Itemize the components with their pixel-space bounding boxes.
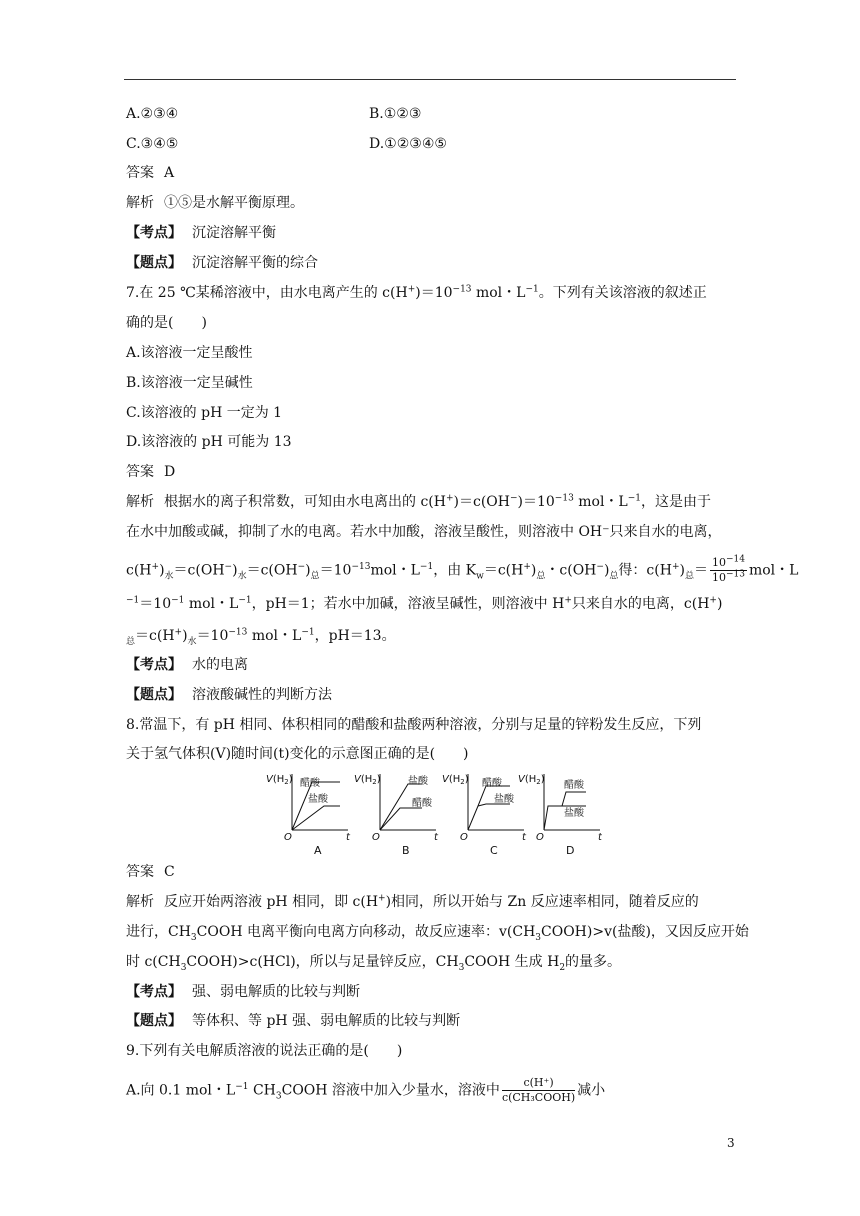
- chart-ylabel-c: $V(H_2)$: [442, 774, 469, 786]
- q7-option-d: D.该溶液的 pH 可能为 13: [126, 434, 292, 450]
- series-label-a-0: 醋酸: [300, 778, 320, 789]
- q7-analysis-line2: 在水中加酸或碱，抑制了水的电离。若水中加酸，溶液呈酸性，则溶液中 OH⁻只来自水的电离，: [126, 524, 722, 540]
- answer-label: 答案: [126, 165, 154, 181]
- analysis-text: ①⑤是水解平衡原理。: [164, 195, 304, 211]
- q8-analysis-line3: 时 $c(CH_3COOH)>c(HCl)$，所以与足量锌反应，$CH_3COOH$ 生成 $H_2$的量多。: [126, 954, 622, 973]
- q6-tidian: [126, 253, 318, 273]
- q8-stem-line2: 关于氢气体积(V)随时间(t)变化的示意图正确的是( ): [126, 746, 469, 762]
- chart-origin-b: O: [372, 832, 380, 843]
- series-label-b-0: 盐酸: [408, 776, 428, 787]
- q7-analysis-line3: $c(H^+)_水=c(OH^-)_水=c(OH^-)_总=10^{-13}mol$・$L^{-1}$，由 $K_w=c(H^+)_总$・$c(OH^-)_总$得：$c(H^+)_总=$ $\frac{10^{-14}}{10^{-13}}$ mol・L: [126, 554, 799, 584]
- chart-panel-label-d: D: [566, 844, 575, 857]
- chart-xlabel-b: t: [434, 832, 438, 843]
- analysis-label: 解析: [126, 195, 154, 211]
- q6-option-a: A.②③④: [126, 106, 179, 122]
- q8-option-charts: [262, 770, 602, 858]
- q8-analysis-line1: 解析 反应开始两溶液 pH 相同，即 c(H+)相同，所以开始与 Zn 反应速率相同，随着反应的: [126, 893, 699, 910]
- series-label-c-0: 醋酸: [482, 778, 502, 789]
- q9-option-a: A.向 0.1 mol・$L^{-1}$ $CH_3COOH$ 溶液中加入少量水，溶液中 $\frac{c(H^+)}{\text{c(CH₃COOH)}}$ 减小: [126, 1076, 606, 1104]
- q8-tidian: 【题点】 等体积、等 pH 强、弱电解质的比较与判断: [126, 1013, 461, 1029]
- q6-analysis: [126, 193, 304, 213]
- fraction: $\frac{c(H^+)}{\text{c(CH₃COOH)}}$: [501, 1076, 576, 1104]
- tidian-label: 【题点】: [126, 255, 182, 271]
- chart-origin-a: O: [284, 832, 292, 843]
- page-number: 3: [727, 1136, 735, 1150]
- header-rule: [124, 79, 736, 80]
- q7-tidian: 【题点】 溶液酸碱性的判断方法: [126, 687, 332, 703]
- q7-analysis-line1: 解析 根据水的离子积常数，可知由水电离出的 $c(H^+)=c(OH^-)=10^{-13}$ mol・$L^{-1}$，这是由于: [126, 493, 712, 510]
- q8-analysis-line2: 进行，$CH_3COOH$ 电离平衡向电离方向移动，故反应速率：$v(CH_3COOH)>v$(盐酸)，又因反应开始: [126, 924, 749, 943]
- q8-stem-line1: 8.常温下，有 pH 相同、体积相同的醋酸和盐酸两种溶液，分别与足量的锌粉发生反应，下列: [126, 717, 702, 733]
- chart-ylabel-a: $V(H_2)$: [266, 774, 293, 786]
- chart-panel-label-b: B: [402, 844, 410, 857]
- kaodian-text: 沉淀溶解平衡: [192, 225, 276, 241]
- q6-answer: [126, 163, 174, 183]
- chart-xlabel-c: t: [522, 832, 526, 843]
- analysis-label: 解析: [126, 494, 154, 510]
- q7-option-c: C.该溶液的 pH 一定为 1: [126, 405, 283, 421]
- q7-stem-line2: 确的是( ): [126, 315, 207, 331]
- answer-value: A: [164, 165, 175, 181]
- q6-option-d: D.①②③④⑤: [369, 136, 447, 152]
- q7-answer: [126, 462, 175, 482]
- chart-origin-c: O: [460, 832, 468, 843]
- series-label-c-1: 盐酸: [494, 794, 514, 805]
- chart-panel-label-a: A: [314, 844, 322, 857]
- q8-kaodian: 【考点】 强、弱电解质的比较与判断: [126, 984, 360, 1000]
- fraction: $\frac{10^{-14}}{10^{-13}}$: [711, 554, 745, 584]
- kaodian-label: 【考点】: [126, 225, 182, 241]
- q7-option-a: A.该溶液一定呈酸性: [126, 345, 253, 361]
- q9-stem: 9.下列有关电解质溶液的说法正确的是( ): [126, 1043, 403, 1059]
- chart-panel-label-c: C: [490, 844, 498, 857]
- charts-svg: [262, 770, 602, 858]
- tidian-text: 沉淀溶解平衡的综合: [192, 255, 318, 271]
- answer-value: D: [164, 464, 176, 480]
- series-label-b-1: 醋酸: [412, 798, 432, 809]
- series-label-d-1: 盐酸: [564, 808, 584, 819]
- q6-option-b: B.①②③: [369, 106, 422, 122]
- q7-option-b: B.该溶液一定呈碱性: [126, 375, 253, 391]
- chart-ylabel-d: $V(H_2)$: [518, 774, 545, 786]
- q6-kaodian: [126, 223, 276, 243]
- chart-ylabel-b: $V(H_2)$: [354, 774, 381, 786]
- answer-label: 答案: [126, 464, 154, 480]
- q8-answer: 答案 C: [126, 864, 175, 880]
- q7-analysis-line5: $_总=c(H^+)_水=10^{-13}$ mol・$L^{-1}$，pH＝13。: [126, 627, 396, 647]
- chart-origin-d: O: [536, 832, 544, 843]
- q7-stem-line1: 7.在 25 ℃某稀溶液中，由水电离产生的 $c(H^+)=10^{-13}$ mol・$L^{-1}$。下列有关该溶液的叙述正: [126, 284, 707, 301]
- chart-xlabel-d: t: [598, 832, 602, 843]
- q6-option-c: C.③④⑤: [126, 136, 179, 152]
- q7-kaodian: 【考点】 水的电离: [126, 657, 248, 673]
- q7-analysis-line4: $^{-1}=10^{-1}$ mol・$L^{-1}$，pH＝1；若水中加碱，溶液呈碱性，则溶液中 H+只来自水的电离，c(H+): [126, 595, 723, 612]
- series-line-acetic-c: [468, 786, 510, 830]
- series-label-d-0: 醋酸: [564, 780, 584, 791]
- chart-xlabel-a: t: [346, 832, 350, 843]
- series-line-hcl-a: [292, 806, 340, 830]
- series-label-a-1: 盐酸: [308, 794, 328, 805]
